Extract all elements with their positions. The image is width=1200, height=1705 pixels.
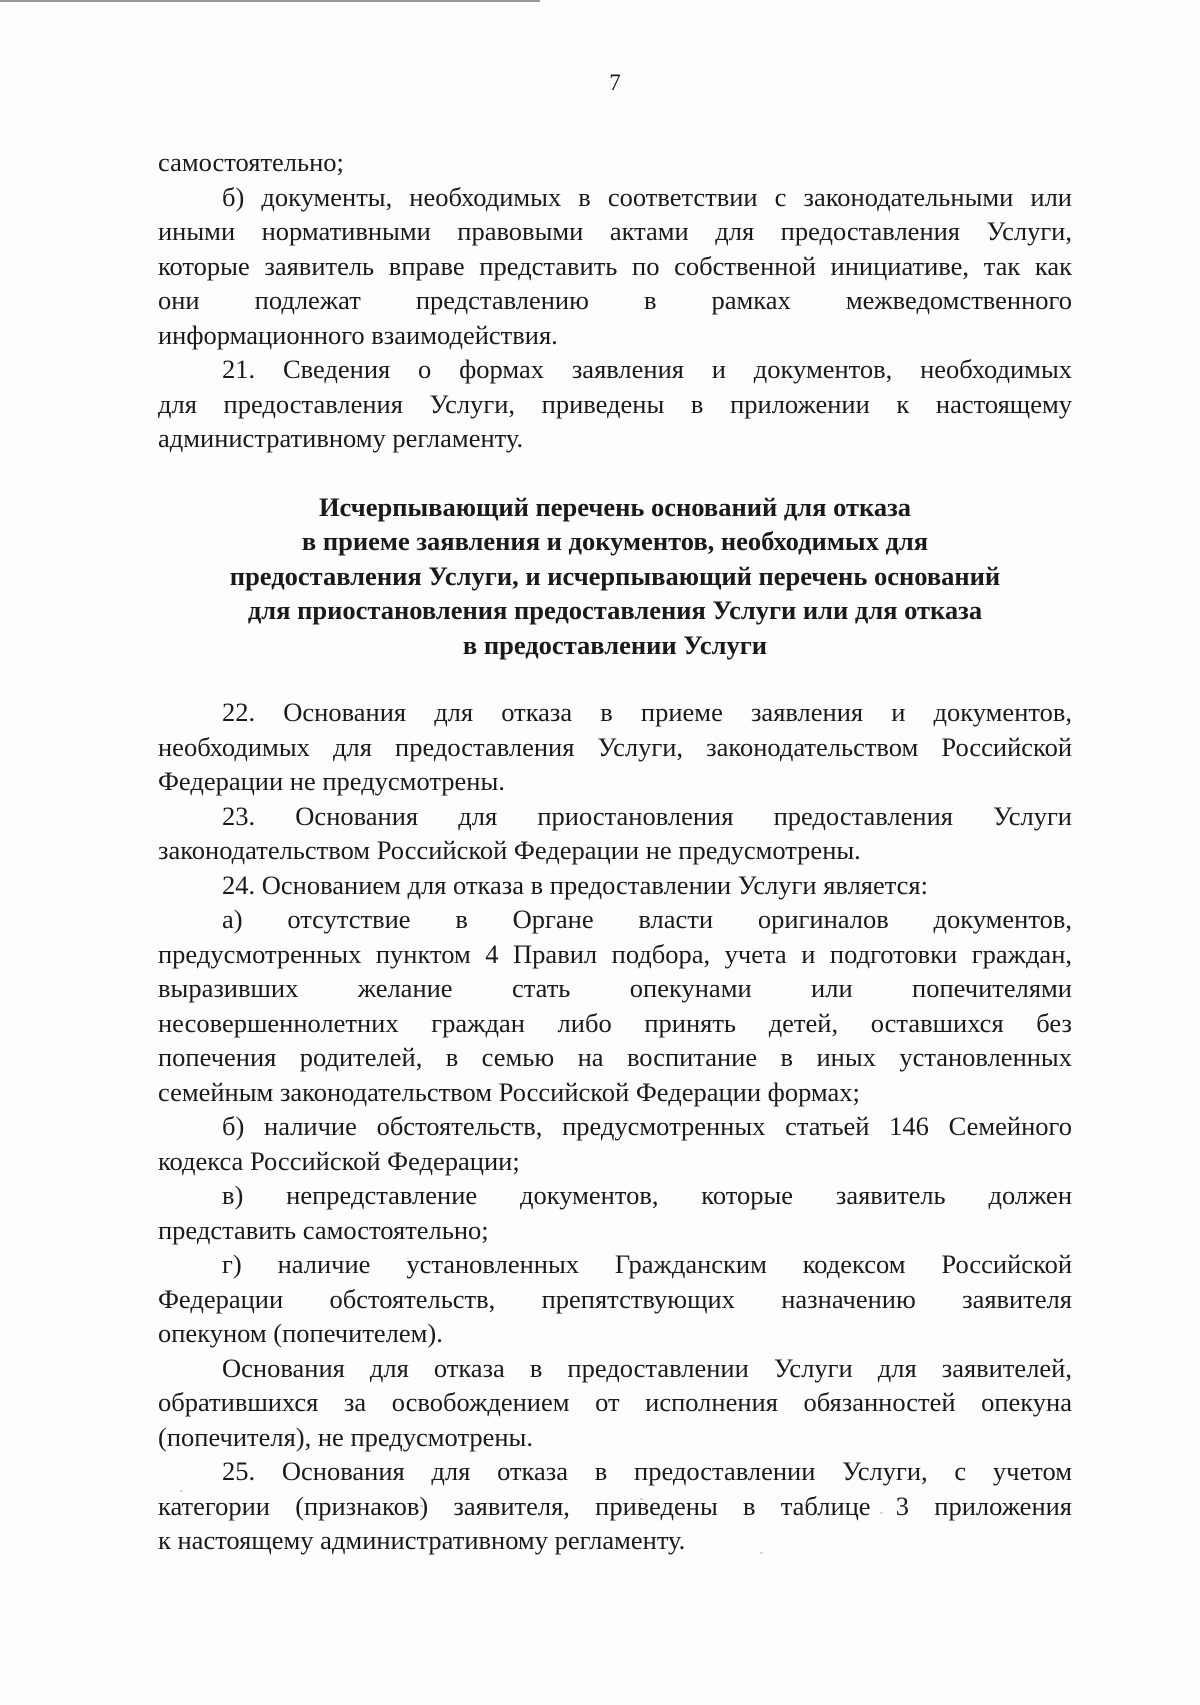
paragraph-24a: а) отсутствие в Органе власти оригиналов документов, предусмотренных пунктом 4 Правил подбора, учета и подготовки граждан, выразивших желание стать опекунами или попечителями несовершеннолетних граждан либо принять детей, оставшихся без попечения родителей, в семью на воспитание в иных установленных семейным законодательством Российской Федерации формах; [158, 904, 1072, 1107]
scan-speck [640, 1498, 643, 1500]
document-body [158, 145, 1072, 1558]
scan-speck [180, 1490, 183, 1492]
paragraph-24g: г) наличие установленных Гражданским кодексом Российской Федерации обстоятельств, препятствующих назначению заявителя опекуном (попечителем). [158, 1249, 1072, 1348]
scan-speck [760, 1552, 763, 1554]
scan-speck [300, 1540, 303, 1542]
heading-line: предоставления Услуги, и исчерпывающий перечень оснований [229, 560, 1001, 591]
paragraph-24-note: Основания для отказа в предоставлении Услуги для заявителей, обратившихся за освобождением от исполнения обязанностей опекуна (попечителя), не предусмотрены. [158, 1352, 1072, 1452]
heading-line: в предоставлении Услуги [462, 629, 768, 660]
scan-speck [880, 1512, 883, 1514]
heading-line: в приеме заявления и документов, необходимых для [301, 526, 929, 556]
line: самостоятельно; [158, 147, 344, 177]
paragraph-24b: б) наличие обстоятельств, предусмотренных статьей 146 Семейного кодекса Российской Федерации; [158, 1111, 1072, 1176]
heading-line: для приостановления предоставления Услуги или для отказа [247, 595, 983, 625]
paragraph-24v: в) непредставление документов, которые заявитель должен представить самостоятельно; [158, 1180, 1072, 1245]
paragraph-20b: б) документы, необходимых в соответствии с законодательными или иными нормативными правовыми актами для предоставления Услуги, которые заявитель вправе представить по собственной инициативе, так как они подлежат представлению в рамках межведомственного информационного взаимодействия. [158, 181, 1072, 350]
paragraph-22: 22. Основания для отказа в приеме заявления и документов, необходимых для предоставления Услуги, законодательством Российской Федерации не предусмотрены. [158, 697, 1072, 796]
paragraph-continuation [158, 145, 1072, 180]
scan-speck [420, 1505, 423, 1507]
scan-edge-mark [0, 0, 540, 2]
heading-line: Исчерпывающий перечень оснований для отказа [318, 491, 912, 522]
page-number: 7 [609, 70, 621, 95]
paragraph-21: 21. Сведения о формах заявления и документов, необходимых для предоставления Услуги, приведены в приложении к настоящему административному регламенту. [158, 354, 1072, 453]
paragraph-25: 25. Основания для отказа в предоставлении Услуги, с учетом категории (признаков) заявителя, приведены в таблице 3 приложения к настоящему административному регламенту. [158, 1456, 1072, 1555]
paragraph-24: 24. Основанием для отказа в предоставлении Услуги является: [222, 869, 928, 900]
paragraph-23: 23. Основания для приостановления предоставления Услуги законодательством Российской Федерации не предусмотрены. [158, 800, 1072, 865]
section-heading [158, 490, 1072, 663]
